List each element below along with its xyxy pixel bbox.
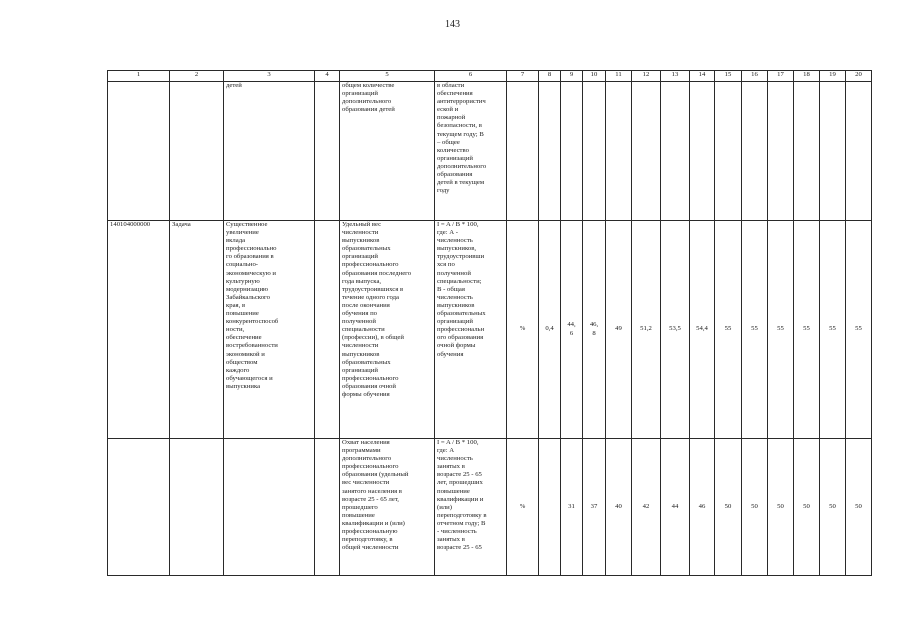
cell-code (108, 439, 170, 576)
cell-name (224, 439, 315, 576)
cell-type: Задача (170, 221, 224, 439)
cell-value (846, 82, 872, 221)
cell-formula: I = A / B * 100, где: А - численность выпускников, трудоустроивши хся по полученной специальности; В - общая численность выпускников образовательных организаций профессиональн ого образования очной формы обучения (435, 221, 507, 439)
cell-code: 140104000000 (108, 221, 170, 439)
cell-name: Существенное увеличение вклада профессионально го образования в социально- экономическую и культурную модернизацию Забайкальского края, в повышение конкурентоспособ ности, обеспечение востребованности экономикой и обществом каждого обучающегося и выпускника (224, 221, 315, 439)
header-cell: 19 (820, 71, 846, 82)
page-number: 143 (445, 19, 460, 30)
cell-value (561, 82, 583, 221)
header-cell: 6 (435, 71, 507, 82)
cell-unit (507, 82, 539, 221)
header-cell: 10 (583, 71, 606, 82)
cell-unit: % (507, 221, 539, 439)
cell-value (794, 82, 820, 221)
cell-value: 51,2 (632, 221, 661, 439)
cell-value (539, 82, 561, 221)
header-cell: 4 (315, 71, 340, 82)
cell-value: 55 (742, 221, 768, 439)
cell-indicator: общем количестве организаций дополнительного образования детей (340, 82, 435, 221)
cell-name: детей (224, 82, 315, 221)
cell-value: 55 (768, 221, 794, 439)
cell-value: 42 (632, 439, 661, 576)
header-cell: 18 (794, 71, 820, 82)
cell-value: 46 (690, 439, 715, 576)
table-row-continuation (108, 82, 872, 221)
header-cell: 12 (632, 71, 661, 82)
cell-value (583, 82, 606, 221)
cell-value (715, 82, 742, 221)
cell-value: 55 (715, 221, 742, 439)
header-cell: 15 (715, 71, 742, 82)
cell-value: 50 (768, 439, 794, 576)
cell-value: 50 (742, 439, 768, 576)
cell-formula: в области обеспечения антитеррористич еской и пожарной безопасности, в текущем году; В – общее количество организаций дополнительного образования детей в текущем году (435, 82, 507, 221)
cell-value: 46, 8 (583, 221, 606, 439)
cell-value: 31 (561, 439, 583, 576)
cell-value: 0,4 (539, 221, 561, 439)
cell-value: 50 (846, 439, 872, 576)
header-cell: 8 (539, 71, 561, 82)
cell-value (820, 82, 846, 221)
header-cell: 1 (108, 71, 170, 82)
cell-value: 55 (820, 221, 846, 439)
cell-value: 44 (661, 439, 690, 576)
cell-value: 37 (583, 439, 606, 576)
header-cell: 16 (742, 71, 768, 82)
header-cell: 2 (170, 71, 224, 82)
cell-value: 50 (794, 439, 820, 576)
cell-empty (315, 82, 340, 221)
cell-formula: I = A / B * 100, где: А численность занятых в возрасте 25 - 65 лет, прошедших повышение квалификации и (или) переподготовку в отчетном году; В - численность занятых в возрасте 25 - 65 (435, 439, 507, 576)
cell-value: 40 (606, 439, 632, 576)
header-cell: 11 (606, 71, 632, 82)
cell-type (170, 439, 224, 576)
cell-value (632, 82, 661, 221)
header-row (108, 71, 872, 82)
indicator-table (107, 70, 872, 576)
cell-value: 53,5 (661, 221, 690, 439)
cell-value: 54,4 (690, 221, 715, 439)
cell-empty (315, 221, 340, 439)
table-row-adult-education (108, 439, 872, 576)
header-cell: 14 (690, 71, 715, 82)
cell-value: 55 (846, 221, 872, 439)
header-cell: 5 (340, 71, 435, 82)
cell-code (108, 82, 170, 221)
header-cell: 9 (561, 71, 583, 82)
cell-value: 50 (820, 439, 846, 576)
cell-value (606, 82, 632, 221)
header-cell: 20 (846, 71, 872, 82)
cell-type (170, 82, 224, 221)
cell-value (742, 82, 768, 221)
cell-indicator: Охват населения программами дополнительного профессионального образования (удельный вес численности занятого населения в возрасте 25 - 65 лет, прошедшего повышение квалификации и (или) профессиональную переподготовку, в общей численности (340, 439, 435, 576)
header-cell: 17 (768, 71, 794, 82)
cell-value (690, 82, 715, 221)
cell-value (768, 82, 794, 221)
header-cell: 3 (224, 71, 315, 82)
cell-value (539, 439, 561, 576)
cell-value: 50 (715, 439, 742, 576)
table-row-task (108, 221, 872, 439)
cell-value (661, 82, 690, 221)
cell-empty (315, 439, 340, 576)
cell-value: 55 (794, 221, 820, 439)
cell-value: 44, 6 (561, 221, 583, 439)
cell-indicator: Удельный вес численности выпускников образовательных организаций профессионального образования последнего года выпуска, трудоустроившихся в течение одного года после окончания обучения по полученной специальности (профессии), в общей численности выпускников образовательных организаций профессионального образования очной формы обучения (340, 221, 435, 439)
header-cell: 7 (507, 71, 539, 82)
header-cell: 13 (661, 71, 690, 82)
cell-unit: % (507, 439, 539, 576)
cell-value: 49 (606, 221, 632, 439)
